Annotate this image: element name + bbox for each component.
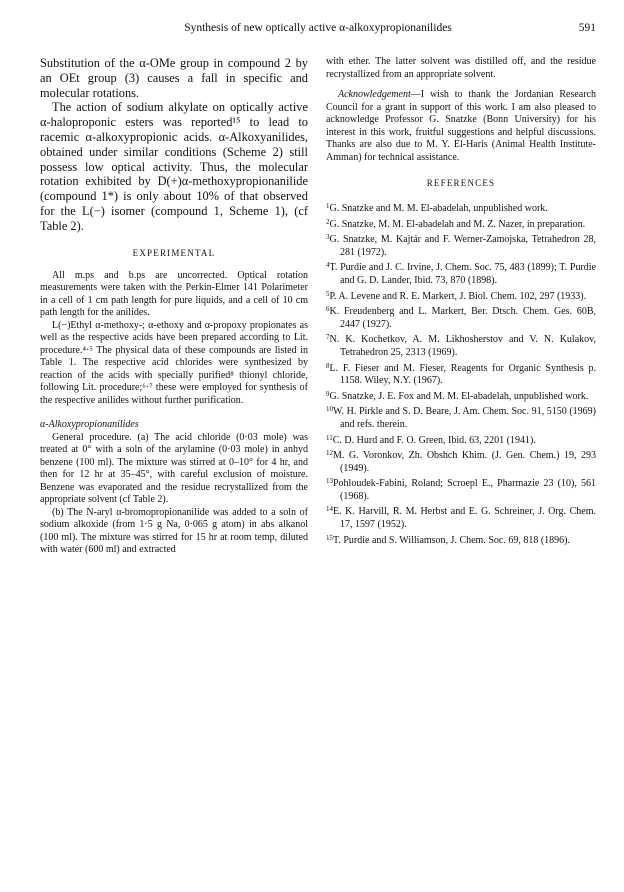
procedure-b-paragraph: (b) The N-aryl α-bromopropionanilide was added to a soln of sodium alkoxide (from 1·5 g Na, 0·065 g atom) in abs alkanol (100 ml). The mixture was stirred for 15 hr at room temp, diluted with water (600 ml) and extracted [40,506,308,556]
reference-text: M. G. Voronkov, Zh. Obshch Khim. (J. Gen. Chem.) 19, 293 (1949). [333,450,596,474]
reference-text: G. Snatzke, M. Kajtár and F. Werner-Zamojska, Tetrahedron 28, 281 (1972). [329,234,596,258]
reference-item [326,288,596,304]
reference-number: 3 [326,233,330,242]
acknowledgement-text: —I wish to thank the Jordanian Research Council for a grant in support of this work. I am also pleased to acknowledge Professor G. Snatzke (Bonn University) for his interest in this work, fruitful suggestions and helpful discussions. Thanks are also due to M. Y. El-Haris (Animal Health Institute-Amman) for technical assistance. [326,89,596,163]
reference-item [326,231,596,259]
reference-number: 8 [326,361,330,370]
experimental-heading: EXPERIMENTAL [132,247,216,258]
reference-text: G. Snatzke and M. M. El-abadelah, unpublished work. [329,203,548,214]
acknowledgement-paragraph [326,89,596,164]
reference-text: K. Freudenberg and L. Markert, Ber. Dtsch. Chem. Ges. 60B, 2447 (1927). [329,306,596,330]
reference-number: 5 [326,289,330,298]
experimental-paragraph-2: L(−)Ethyl α-methoxy-; α-ethoxy and α-propoxy propionates as well as the respective acids have been prepared according to Lit. procedure.⁴·⁵ The physical data of these compounds are listed in Table 1. The respective acid chlorides were synthesized by reaction of the acids with specially purified⁸ thionyl chloride, following Lit. procedure;⁶·⁷ these were employed for synthesis of the respective anilides without further purification. [40,319,308,406]
reference-item [326,216,596,232]
reference-number: 13 [326,477,333,486]
reference-item [326,388,596,404]
reference-item [326,331,596,359]
reference-item [326,447,596,475]
experimental-paragraph-1: All m.ps and b.ps are uncorrected. Optical rotation measurements were taken with the Perkin-Elmer 141 Polarimeter in a cell of 1 cm path length for pure liquids, and a cell of 10 cm path length for the anilides. [40,269,308,319]
reference-text: P. A. Levene and R. E. Markert, J. Biol. Chem. 102, 297 (1933). [329,290,587,302]
reference-item [326,403,596,431]
reference-text: L. F. Fieser and M. Fieser, Reagents for Organic Synthesis p. 1158. Wiley, N.Y. (1967). [329,362,596,387]
reference-text: C. D. Hurd and F. O. Green, Ibid. 63, 2201 (1941). [332,434,536,446]
reference-item [326,259,596,287]
reference-number: 15 [326,533,333,542]
reference-number: 1 [326,202,330,210]
reference-number: 14 [326,505,333,514]
reference-item [326,532,596,548]
reference-text: E. K. Harvill, R. M. Herbst and E. G. Schreiner, J. Org. Chem. 17, 1597 (1952). [333,506,596,531]
reference-item [326,360,596,388]
reference-item [326,475,596,503]
running-title: Synthesis of new optically active α-alkoxypropionanilides [184,22,452,34]
general-procedure-paragraph: General procedure. (a) The acid chloride (0·03 mole) was treated at 0° with a soln of the arylamine (0·03 mole) in anhyd benzene (100 ml). The mixture was stirred at 0–10° for 4 hr, and then for 12 hr at 35–45°, with careful exclusion of moisture. Benzene was evaporated and the residue recrystallized from the appropriate solvent (cf Table 2). [40,431,308,506]
reference-number: 7 [326,333,330,342]
reference-item [326,432,596,448]
reference-number: 12 [326,449,333,458]
reference-item [326,200,596,216]
page-number: 591 [578,22,596,34]
reference-text: T. Purdie and S. Williamson, J. Chem. Soc. 69, 818 (1896). [333,534,570,546]
reference-number: 10 [326,405,333,414]
continuation-paragraph: with ether. The latter solvent was distilled off, and the residue recrystallized from an appropriate solvent. [326,56,596,80]
reference-text: Pohloudek-Fabini, Roland; Scroepl E., Pharmazie 23 (10), 561 (1968). [333,478,596,502]
reference-text: T. Purdie and J. C. Irvine, J. Chem. Soc. 75, 483 (1899); T. Purdie and G. D. Lander, Ibid. 73, 870 (1898). [329,262,596,286]
reference-number: 6 [326,305,330,314]
body-paragraph-1: Substitution of the α-OMe group in compound 2 by an OEt group (3) causes a fall in specific and molecular rotations. [40,56,308,100]
left-column [40,56,308,557]
reference-number: 2 [326,217,330,226]
subsection-heading: α-Alkoxypropionanilides [40,419,139,431]
references-list [326,200,596,547]
reference-text: N. K. Kochetkov, A. M. Likhosherstov and V. N. Kulakov, Tetrahedron 25, 2313 (1969). [329,334,596,358]
reference-number: 11 [326,433,333,442]
running-header [40,22,596,38]
acknowledgement-label: Acknowledgement [338,89,411,100]
reference-text: W. H. Pirkle and S. D. Beare, J. Am. Chem. Soc. 91, 5150 (1969) and refs. therein. [333,406,596,430]
reference-text: G. Snatzke, J. E. Fox and M. M. El-abadelah, unpublished work. [329,390,589,402]
reference-item [326,303,596,331]
right-column [326,56,596,547]
references-heading: REFERENCES [426,178,496,188]
reference-number: 9 [326,389,330,398]
reference-number: 4 [326,261,330,270]
reference-text: G. Snatzke, M. M. El-abadelah and M. Z. Nazer, in preparation. [329,218,586,230]
body-paragraph-2: The action of sodium alkylate on optically active α-haloproponic esters was reported¹⁵ to lead to racemic α-alkoxypropionic acids. α-Alkoxyanilides, obtained under similar conditions (Scheme 2) still possess low optical activity. Thus, the molecular rotation exhibited by D(+)α-methoxypropionanilide (compound 1*) is only about 10% of that observed for the L(−) isomer (compound 1, Scheme 1), (cf Table 2). [40,100,308,233]
reference-item [326,503,596,531]
